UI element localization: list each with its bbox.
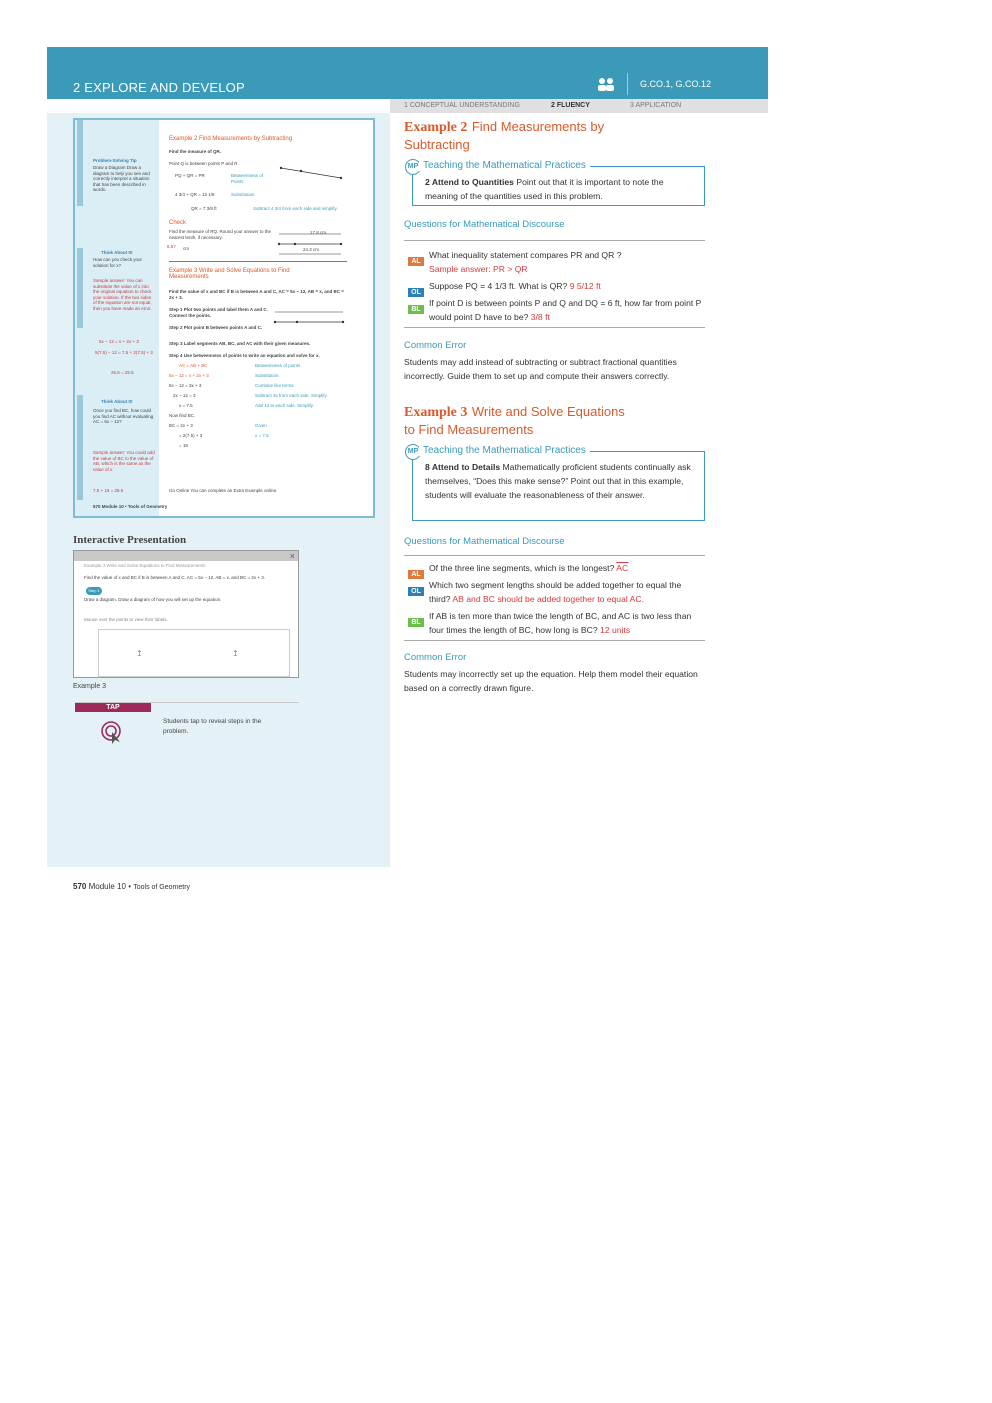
- thumb-s3: 5x − 12 = 3x + 3: [169, 383, 202, 388]
- presentation-titlebar: [74, 551, 298, 561]
- standards-label: G.CO.1, G.CO.12: [640, 79, 712, 89]
- mp-icon: MP: [405, 444, 421, 460]
- q1-answer: Sample answer: PR > QR: [429, 264, 528, 274]
- tab-conceptual: 1 CONCEPTUAL UNDERSTANDING: [404, 102, 520, 109]
- page-footer: [73, 882, 190, 891]
- seg-top-label: 17.8 cm: [310, 230, 327, 235]
- thumb-s7: BC = 2x + 3: [169, 423, 193, 428]
- pres-line1: Find the value of x and BC if B is between A and C, AC = 5x − 12, AB = x, and BC = 2x + 3.: [84, 575, 265, 580]
- presentation-preview[interactable]: [73, 550, 299, 678]
- footer-title: Tools of Geometry: [133, 884, 191, 891]
- thumb-ex2-find: Find the measure of QR.: [169, 149, 222, 154]
- common-error-text-2: Students may incorrectly set up the equation. Help them model their equation based on a correctly drawn figure.: [404, 669, 698, 693]
- thumb-s4-note: Subtract 3x from each side. Simplify.: [255, 393, 328, 398]
- tip-text: Draw a Diagram Draw a diagram to help you see and correctly interpret a situation that has been described in words.: [93, 165, 150, 193]
- pres-step-button[interactable]: Step 1: [86, 587, 102, 595]
- example3-label: Example 3: [404, 405, 468, 420]
- questions-rule-1: [404, 240, 705, 241]
- common-error-title-2: Common Error: [404, 652, 467, 663]
- q2-badge-wrap: [408, 281, 424, 299]
- thumb-eq3-note: Subtract 4 3/4 from each side and simplify.: [253, 206, 338, 211]
- questions-heading-2: Questions for Mathematical Discourse: [404, 536, 565, 547]
- thumb-step2: Step 2 Plot point B between points A and C.: [169, 325, 263, 330]
- pres-line3: Mouse over the points to view their labels.: [84, 617, 168, 622]
- questions-rule-4: [404, 640, 705, 641]
- thumb-ex2-title: Example 2 Find Measurements by Subtracting: [169, 136, 293, 142]
- q6-badge-wrap: [408, 611, 424, 629]
- think1-text: How can you check your solution for x?: [93, 257, 143, 268]
- group-icon: [597, 77, 615, 91]
- footer-sep: •: [128, 882, 131, 891]
- q1: [429, 248, 705, 276]
- thumb-footer: 570 Module 10 • Tools of Geometry: [93, 504, 168, 509]
- q3-text: If point D is between points P and Q and DQ = 6 ft, how far from point P would point D have to be?: [429, 298, 702, 322]
- footer-page: 570: [73, 882, 87, 891]
- ol-badge: OL: [408, 288, 424, 297]
- al-badge: AL: [408, 257, 424, 266]
- q3-answer: 3/8 ft: [530, 312, 550, 322]
- thumb-ex3-find: Find the value of x and BC if B is between A and C, AC = 5x − 12, AB = x, and BC = 2x + 3.: [169, 289, 344, 300]
- q5-badge-wrap: [408, 580, 424, 598]
- questions-rule-3: [404, 555, 705, 556]
- thumb-check-unit: cm: [183, 246, 189, 251]
- questions-rule-2: [404, 327, 705, 328]
- thumb-go-online: Go Online You can complete an Extra Example online.: [169, 488, 278, 493]
- q6: [429, 609, 705, 637]
- q2-text: Suppose PQ = 4 1/3 ft. What is QR?: [429, 281, 568, 291]
- thumb-eq2-note: Substitution: [231, 192, 255, 197]
- thumb-step1: Step 1 Plot two points and label them A and C. Connect the points.: [169, 307, 268, 318]
- q2-answer: 9 5/12 ft: [569, 281, 601, 291]
- mp1-bold: 2 Attend to Quantities: [425, 177, 514, 187]
- thumb-s1: AC = AB + BC: [179, 363, 208, 368]
- presentation-caption: Example 3: [73, 683, 107, 690]
- think1-eq2: 5(7.5) − 12 = 7.5 + 2(7.5) + 3: [95, 350, 153, 355]
- q3-badge-wrap: [408, 298, 424, 316]
- q4: [429, 561, 705, 575]
- q3: [429, 296, 705, 324]
- seg-bottom-label: 24.3 cm: [303, 247, 320, 252]
- q1-badge-wrap: [408, 250, 424, 268]
- interactive-presentation-title: Interactive Presentation: [73, 534, 187, 546]
- thumb-eq2: 4 3/4 + QR = 13 1/8: [175, 192, 215, 197]
- pqr-diagram: [279, 154, 343, 184]
- think2-text: Once you find BC, how could you find AC without evaluating AC = 5x − 12?: [93, 408, 154, 425]
- example3-title: Write and Solve Equations: [471, 404, 625, 419]
- common-error-text-1: Students may add instead of subtracting or subtract fractional quantities incorrectly. Guide them to set up and compute their answers correctly.: [404, 357, 677, 381]
- mp2-label: Teaching the Mathematical Practices: [419, 445, 590, 456]
- mp1-body: Point out that it is important to note the meaning of the quantities used in this problem.: [425, 177, 664, 201]
- thumb-step4: Step 4 Use betweenness of points to write an equation and solve for x.: [169, 353, 320, 358]
- pres-point-left-icon[interactable]: ↥: [136, 649, 143, 658]
- mp-icon: MP: [405, 159, 421, 175]
- footer-module: Module 10: [88, 882, 126, 891]
- thumb-eq1-note: Betweenness of Points: [231, 173, 264, 184]
- thumb-s1-note: Betweenness of points: [255, 363, 301, 368]
- example2-heading: [404, 118, 704, 154]
- thumb-s8: = 2(7.5) + 3: [179, 433, 203, 438]
- pres-point-right-icon[interactable]: ↥: [232, 649, 239, 658]
- al-badge: AL: [408, 570, 424, 579]
- q5-text: Which two segment lengths should be added together to equal the third?: [429, 580, 682, 604]
- tab-fluency: 2 FLUENCY: [551, 102, 590, 109]
- think1-title: Think About It!: [101, 250, 133, 255]
- thumb-s5-note: Add 12 to each side. Simplify.: [255, 403, 314, 408]
- common-error-title-1: Common Error: [404, 340, 467, 351]
- pres-canvas[interactable]: [98, 629, 290, 677]
- q4-answer: $\overline{AC}$: [616, 563, 629, 573]
- section-header: [47, 47, 768, 99]
- thumb-s2: 5x − 12 = x + 2x + 3: [169, 373, 209, 378]
- thumb-eq1: PQ + QR = PR: [175, 173, 205, 178]
- thumb-step3: Step 3 Label segments AB, BC, and AC with their given measures.: [169, 341, 311, 346]
- thumb-s8-note: x = 7.5: [255, 433, 269, 438]
- thumb-s2-note: Substitution: [255, 373, 279, 378]
- think1-eq1: 5x − 12 = x + 2x + 3: [99, 339, 139, 344]
- thumb-check: Check: [169, 220, 187, 226]
- thumb-ex3-title: Example 3 Write and Solve Equations to Find Measurements: [169, 268, 290, 280]
- thumb-s9: = 18: [179, 443, 188, 448]
- thumb-s3-note: Combine like terms.: [255, 383, 295, 388]
- example3-heading: [404, 403, 704, 439]
- header-divider: [627, 73, 628, 95]
- thumb-check-answer: 6.57: [167, 244, 176, 249]
- student-page-thumbnail: [73, 118, 375, 518]
- progression-tabs: [390, 99, 768, 113]
- think2-answer: Sample answer: You could add the value of BC to the value of AB, which is the same as the value of x.: [93, 450, 155, 472]
- tap-label: TAP: [75, 703, 151, 712]
- bl-badge: BL: [408, 618, 424, 627]
- q5-answer: AB and BC should be added together to equal AC.: [452, 594, 645, 604]
- thumb-eq3: QR = 7 3/8 ft: [191, 206, 217, 211]
- q4-text: Of the three line segments, which is the longest?: [429, 563, 615, 573]
- think2-eq: 7.5 + 18 = 25.5: [93, 488, 124, 493]
- bl-badge: BL: [408, 305, 424, 314]
- tap-icon: [100, 720, 124, 744]
- example3-title2: to Find Measurements: [404, 422, 534, 437]
- q2: [429, 279, 705, 293]
- section-title: 2 EXPLORE AND DEVELOP: [73, 80, 245, 95]
- thumb-s4: 2x − 12 = 3: [173, 393, 196, 398]
- think1-answer: Sample answer: You can substitute the value of x into the original equation to check your solution. If the two sides of the equation are not equal, then you have made an error.: [93, 278, 152, 311]
- close-icon[interactable]: ×: [289, 551, 295, 561]
- pres-title: Example 3 Write and Solve Equations to Find Measurements: [84, 563, 206, 568]
- tap-description: Students tap to reveal steps in the problem.: [163, 718, 262, 735]
- q1-text: What inequality statement compares PR and QR ?: [429, 250, 622, 260]
- mp1-text: [425, 175, 697, 203]
- pres-line2: Draw a diagram. Draw a diagram of how you will set up the equation.: [84, 597, 222, 602]
- q5: [429, 578, 705, 606]
- tab-application: 3 APPLICATION: [630, 102, 682, 109]
- mp2-body: Mathematically proficient students continually ask themselves, “Does this make sense?” Point out that in this example, students will evaluate the reasonableness of their answer.: [425, 462, 691, 500]
- thumb-s6: Now find BC.: [169, 413, 196, 418]
- tip-title: Problem-Solving Tip: [93, 158, 137, 163]
- q6-text: If AB is ten more than twice the length of BC, and AC is two less than four times the length of BC, how long is BC?: [429, 611, 692, 635]
- questions-heading-1: Questions for Mathematical Discourse: [404, 219, 565, 230]
- mp2-bold: 8 Attend to Details: [425, 462, 501, 472]
- thumb-ex2-point: Point Q is between points P and R.: [169, 161, 239, 166]
- example2-title: Find Measurements by: [471, 119, 605, 134]
- thumb-s5: x = 7.5: [179, 403, 193, 408]
- q6-answer: 12 units: [600, 625, 631, 635]
- thumb-s7-note: Given: [255, 423, 267, 428]
- mp1-label: Teaching the Mathematical Practices: [419, 160, 590, 171]
- example2-title2: Subtracting: [404, 137, 470, 152]
- q4-badge-wrap: [408, 563, 424, 581]
- example2-label: Example 2: [404, 120, 468, 135]
- thumb-check-text: Find the measure of RQ. Round your answer to the nearest tenth, if necessary.: [169, 229, 272, 240]
- think2-title: Think About It!: [101, 399, 133, 404]
- abc-diagram: [271, 306, 347, 332]
- ol-badge: OL: [408, 587, 424, 596]
- mp2-text: [425, 460, 697, 502]
- think1-eq3: 25.5 = 25.5: [111, 370, 134, 375]
